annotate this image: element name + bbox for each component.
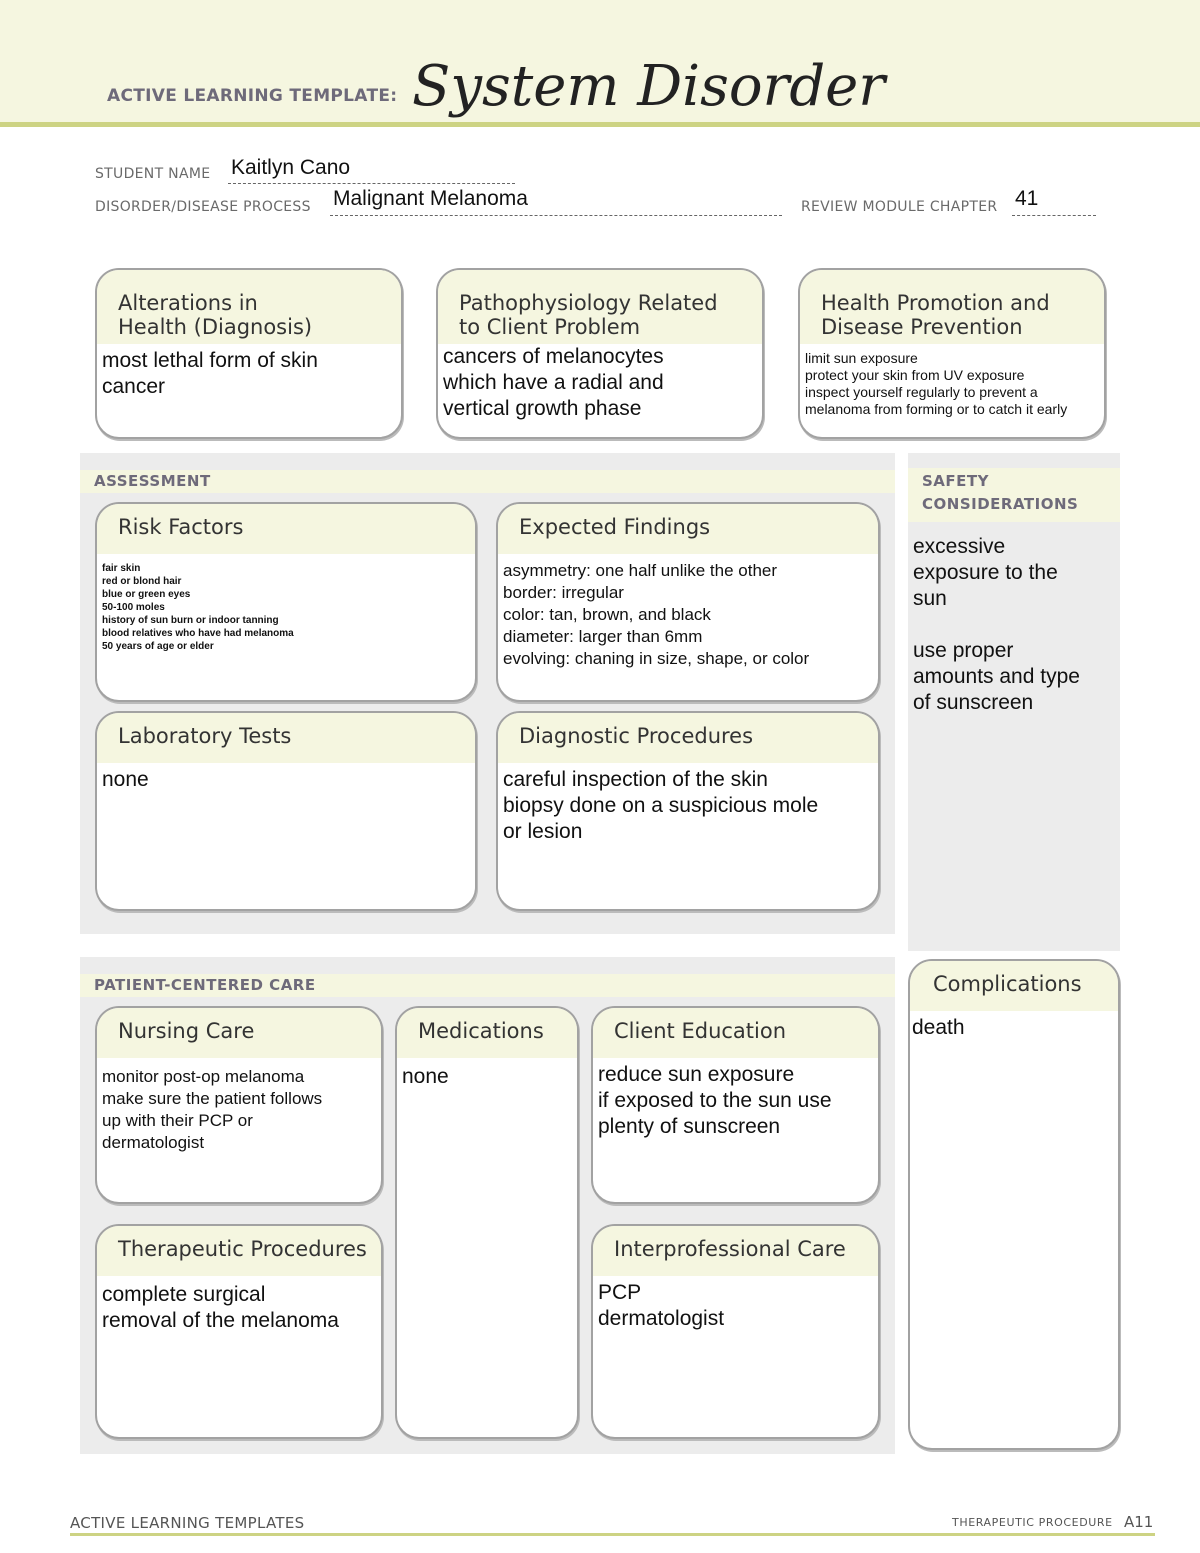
nursing-care-title: Nursing Care [97, 1008, 381, 1058]
nursing-care-content[interactable]: monitor post-op melanoma make sure the patient follows up with their PCP or dermatologist [102, 1067, 323, 1152]
therapeutic-procedures-box [95, 1224, 383, 1439]
diagnostic-procedures-content[interactable]: careful inspection of the skin biopsy done on a suspicious mole or lesion [503, 768, 819, 843]
alterations-content[interactable]: most lethal form of skin cancer [102, 349, 318, 398]
therapeutic-procedures-content[interactable]: complete surgical removal of the melanoma [102, 1283, 339, 1332]
client-education-title: Client Education [593, 1008, 878, 1058]
chapter-underline [1012, 215, 1096, 216]
therapeutic-procedures-title: Therapeutic Procedures [97, 1226, 381, 1276]
complications-content[interactable]: death [912, 1016, 965, 1039]
disorder-label: DISORDER/DISEASE PROCESS [95, 199, 311, 215]
chapter-field[interactable]: 41 [1015, 187, 1039, 210]
medications-box [395, 1006, 579, 1439]
health-promotion-content[interactable]: limit sun exposure protect your skin from UV exposure inspect yourself regularly to prevent a melanoma from forming or to catch it early [805, 350, 1068, 417]
assessment-label: ASSESSMENT [80, 470, 895, 493]
student-name-label: STUDENT NAME [95, 166, 211, 182]
expected-findings-content[interactable]: asymmetry: one half unlike the other border: irregular color: tan, brown, and black diameter: larger than 6mm evolving: chaning in size, shape, or color [503, 561, 810, 668]
footer-right-text: THERAPEUTIC PROCEDURE [952, 1516, 1113, 1529]
pathophysiology-box [436, 268, 764, 439]
laboratory-tests-content[interactable]: none [102, 768, 149, 791]
student-name-field[interactable]: Kaitlyn Cano [231, 156, 351, 179]
diagnostic-procedures-title: Diagnostic Procedures [498, 713, 878, 763]
medications-title: Medications [397, 1008, 577, 1058]
complications-title: Complications [910, 961, 1118, 1011]
expected-findings-box [496, 502, 880, 702]
risk-factors-content[interactable]: fair skin red or blond hair blue or green eyes 50-100 moles history of sun burn or indoor tanning blood relatives who have had melanoma 50 years of age or elder [102, 563, 294, 652]
template-title: System Disorder [412, 54, 886, 119]
diagnostic-procedures-box [496, 711, 880, 911]
safety-label: SAFETY CONSIDERATIONS [908, 468, 1120, 522]
footer-left-text: ACTIVE LEARNING TEMPLATES [70, 1514, 305, 1532]
complications-box [908, 959, 1120, 1450]
alterations-box [95, 268, 403, 439]
client-education-box [591, 1006, 880, 1204]
interprofessional-care-box [591, 1224, 880, 1439]
laboratory-tests-title: Laboratory Tests [97, 713, 475, 763]
client-education-content[interactable]: reduce sun exposure if exposed to the sun use plenty of sunscreen [598, 1063, 832, 1138]
chapter-label: REVIEW MODULE CHAPTER [801, 199, 998, 215]
interprofessional-care-title: Interprofessional Care [593, 1226, 878, 1276]
risk-factors-box [95, 502, 477, 702]
risk-factors-title: Risk Factors [97, 504, 475, 554]
template-label: ACTIVE LEARNING TEMPLATE: [107, 86, 398, 106]
disorder-field[interactable]: Malignant Melanoma [333, 187, 528, 210]
safety-content[interactable]: excessive exposure to the sun use proper amounts and type of sunscreen [913, 535, 1080, 714]
pathophysiology-title: Pathophysiology Related to Client Problem [438, 270, 762, 344]
header-rule [0, 122, 1200, 127]
footer-rule [70, 1533, 1155, 1536]
pathophysiology-content[interactable]: cancers of melanocytes which have a radial and vertical growth phase [443, 345, 664, 420]
page-number: A11 [1124, 1513, 1154, 1531]
interprofessional-care-content[interactable]: PCP dermatologist [598, 1281, 725, 1330]
medications-content[interactable]: none [402, 1065, 449, 1088]
nursing-care-box [95, 1006, 383, 1204]
student-name-underline [228, 183, 515, 184]
health-promotion-box [798, 268, 1106, 439]
disorder-underline [330, 215, 782, 216]
patient-care-label: PATIENT-CENTERED CARE [80, 974, 895, 997]
health-promotion-title: Health Promotion and Disease Prevention [800, 270, 1104, 344]
laboratory-tests-box [95, 711, 477, 911]
alterations-title: Alterations in Health (Diagnosis) [97, 270, 401, 344]
expected-findings-title: Expected Findings [498, 504, 878, 554]
